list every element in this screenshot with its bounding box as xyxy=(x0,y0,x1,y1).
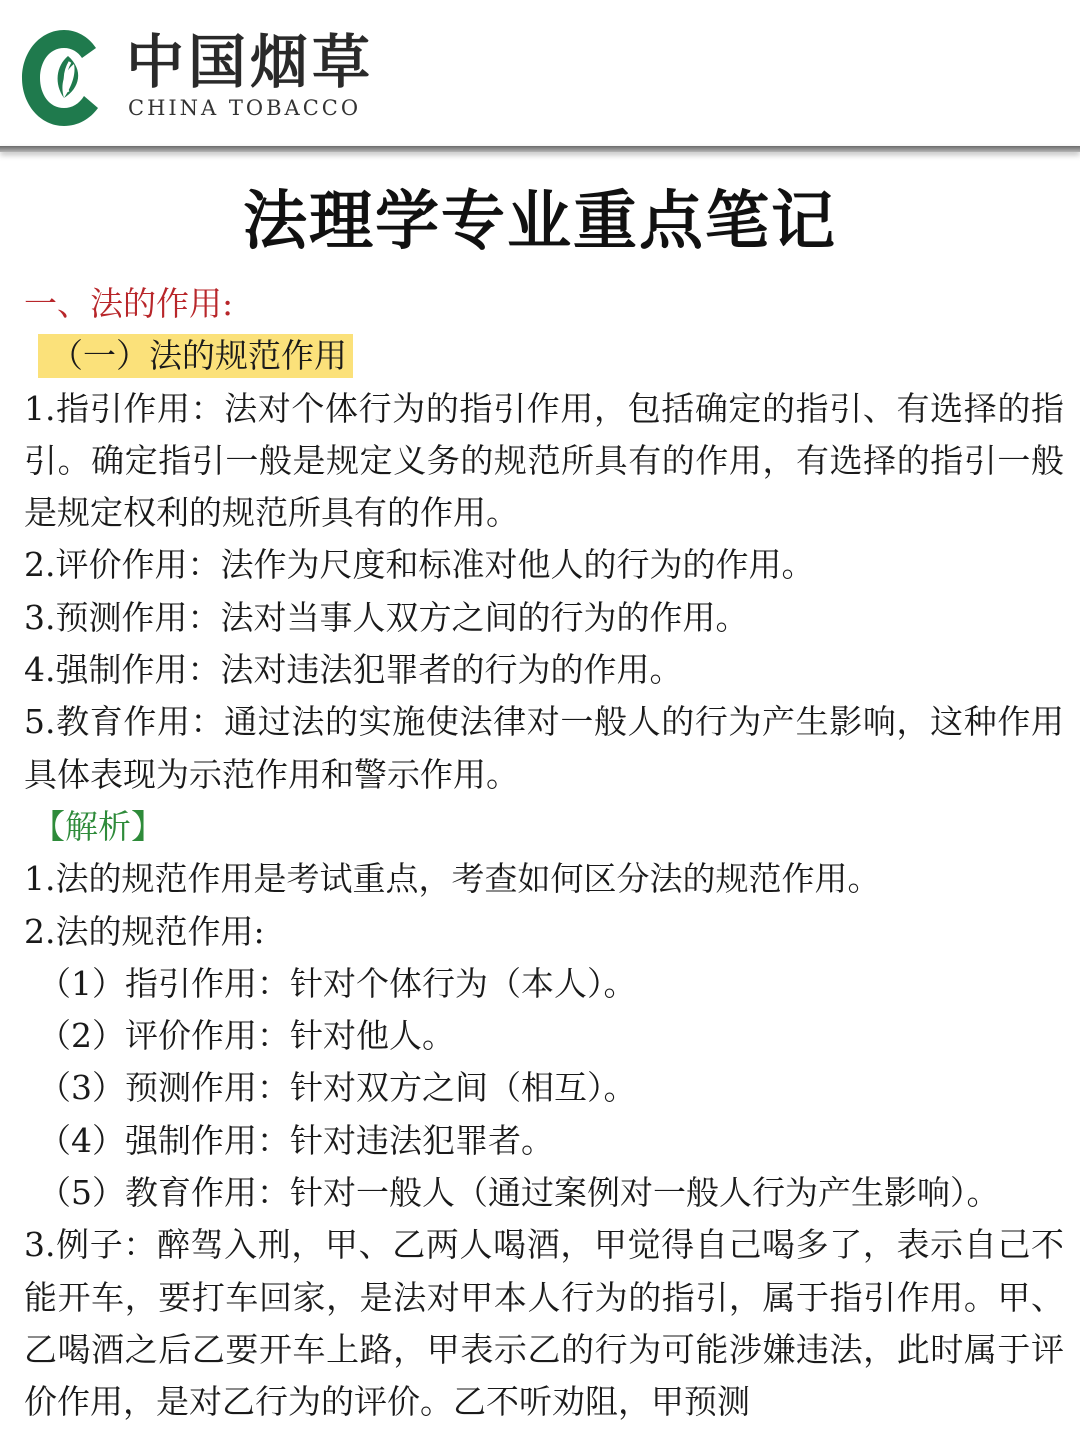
note-item: 5.教育作用：通过法的实施使法律对一般人的行为产生影响，这种作用具体表现为示范作用和警示作用。 xyxy=(24,702,1064,794)
analysis-sub-item: （5）教育作用：针对一般人（通过案例对一般人行为产生影响）。 xyxy=(38,1173,1000,1213)
analysis-sub-item: （2）评价作用：针对他人。 xyxy=(38,1016,455,1056)
header-bar xyxy=(0,0,1080,148)
analysis-heading: 【解析】 xyxy=(32,806,164,846)
highlighted-subheading: （一）法的规范作用 xyxy=(38,334,353,378)
notes-content xyxy=(24,278,1064,1429)
note-item: 3.预测作用：法对当事人双方之间的行为的作用。 xyxy=(24,597,749,637)
header-divider xyxy=(0,146,1080,152)
logo-chinese-name: 中国烟草 xyxy=(126,28,375,96)
analysis-point: 2.法的规范作用: xyxy=(24,911,265,951)
analysis-sub-item: （1）指引作用：针对个体行为（本人）。 xyxy=(38,963,637,1003)
subsection-heading-row xyxy=(24,330,1064,382)
analysis-sub-item: （3）预测作用：针对双方之间（相互）。 xyxy=(38,1068,637,1108)
analysis-sub-item: （4）强制作用：针对违法犯罪者。 xyxy=(38,1120,554,1160)
china-tobacco-logo-icon xyxy=(18,26,114,130)
page-title: 法理学专业重点笔记 xyxy=(243,184,837,259)
note-item: 4.强制作用：法对违法犯罪者的行为的作用。 xyxy=(24,650,683,690)
note-item: 1.指引作用：法对个体行为的指引作用，包括确定的指引、有选择的指引。确定指引一般是规定义务的规范所具有的作用，有选择的指引一般是规定权利的规范所具有的作用。 xyxy=(24,388,1064,533)
analysis-example: 3.例子：醉驾入刑，甲、乙两人喝酒，甲觉得自己喝多了，表示自己不能开车，要打车回家，是法对甲本人行为的指引，属于指引作用。甲、乙喝酒之后乙要开车上路，甲表示乙的行为可能涉嫌违法，此时属于评价作用，是对乙行为的评价。乙不听劝阻，甲预测 xyxy=(24,1225,1064,1422)
note-item: 2.评价作用：法作为尺度和标准对他人的行为的作用。 xyxy=(24,545,815,585)
section-heading: 一、法的作用: xyxy=(24,284,234,323)
analysis-point: 1.法的规范作用是考试重点，考查如何区分法的规范作用。 xyxy=(24,859,881,899)
logo-english-name: CHINA TOBACCO xyxy=(128,96,362,120)
